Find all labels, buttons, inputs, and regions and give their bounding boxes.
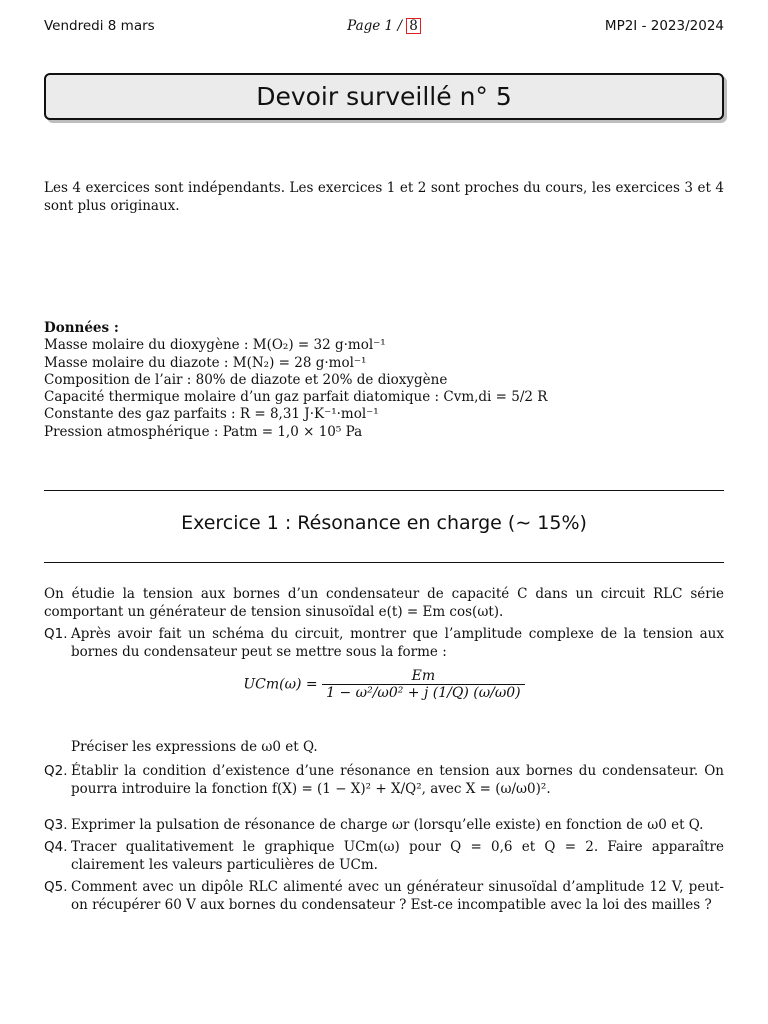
data-line: Pression atmosphérique : Patm = 1,0 × 10⁵ Pa: [44, 423, 363, 440]
question-number: Q3.: [44, 817, 68, 833]
question-text: Tracer qualitativement le graphique UCm(ω) pour Q = 0,6 et Q = 2. Faire apparaître clairement les valeurs particulières de UCm.: [71, 839, 724, 873]
question-text: Après avoir fait un schéma du circuit, montrer que l’amplitude complexe de la tension aux bornes du condensateur peut se mettre sous la forme :: [71, 626, 724, 660]
question-text: Exprimer la pulsation de résonance de charge ωr (lorsqu’elle existe) en fonction de ω0 et Q.: [71, 817, 704, 833]
rule-bottom: [44, 562, 724, 563]
exercise-intro: On étudie la tension aux bornes d’un condensateur de capacité C dans un circuit RLC série comportant un générateur de tension sinusoïdal e(t) = Em cos(ωt).: [44, 586, 724, 620]
question-text: Comment avec un dipôle RLC alimenté avec un générateur sinusoïdal d’amplitude 12 V, peut-on récupérer 60 V aux bornes du condensateur ? Est-ce incompatible avec la loi des mailles ?: [71, 879, 724, 913]
question-number: Q1.: [44, 626, 68, 642]
question-q5: [44, 878, 724, 916]
document-title-box: [44, 73, 724, 120]
data-block: [44, 320, 547, 441]
question-q3: [44, 816, 724, 836]
page-total-link[interactable]: 8: [406, 18, 421, 34]
data-line: Composition de l’air : 80% de diazote et 20% de dioxygène: [44, 371, 448, 388]
rule-top: [44, 490, 724, 491]
question-q4: [44, 838, 724, 876]
data-heading: Données :: [44, 320, 119, 336]
data-line: Masse molaire du dioxygène : M(O₂) = 32 g·mol⁻¹: [44, 337, 386, 354]
question-q2: [44, 762, 724, 810]
intro-paragraph: Les 4 exercices sont indépendants. Les exercices 1 et 2 sont proches du cours, les exercices 3 et 4 sont plus originaux.: [44, 180, 724, 214]
header-date: Vendredi 8 mars: [44, 18, 155, 34]
exercise-title: Exercice 1 : Résonance en charge (∼ 15%): [181, 512, 587, 534]
question-number: Q5.: [44, 879, 68, 895]
page-prefix: Page 1 /: [347, 18, 407, 34]
document-title: Devoir surveillé n° 5: [256, 82, 512, 111]
data-line: Masse molaire du diazote : M(N₂) = 28 g·mol⁻¹: [44, 354, 367, 371]
formula-lhs: UCm(ω) =: [243, 676, 318, 693]
question-q1-follow: [44, 738, 724, 758]
question-number: Q2.: [44, 763, 68, 779]
question-text: Préciser les expressions de ω0 et Q.: [71, 739, 318, 755]
data-line: Capacité thermique molaire d’un gaz parfait diatomique : Cvm,di = 5/2 R: [44, 389, 548, 406]
formula: [0, 668, 768, 701]
formula-denominator: 1 − ω²/ω0² + j (1/Q) (ω/ω0): [322, 684, 525, 701]
formula-fraction: [322, 668, 525, 701]
question-number: Q4.: [44, 839, 68, 855]
header-class-year: MP2I - 2023/2024: [604, 18, 724, 34]
question-text: Établir la condition d’existence d’une résonance en tension aux bornes du condensateur. On pourra introduire la fonction f(X) = (1 − X)² + X/Q², avec X = (ω/ω0)².: [71, 763, 724, 797]
formula-numerator: Em: [411, 668, 436, 684]
data-line: Constante des gaz parfaits : R = 8,31 J·K⁻¹·mol⁻¹: [44, 406, 379, 423]
question-q1: [44, 625, 724, 665]
